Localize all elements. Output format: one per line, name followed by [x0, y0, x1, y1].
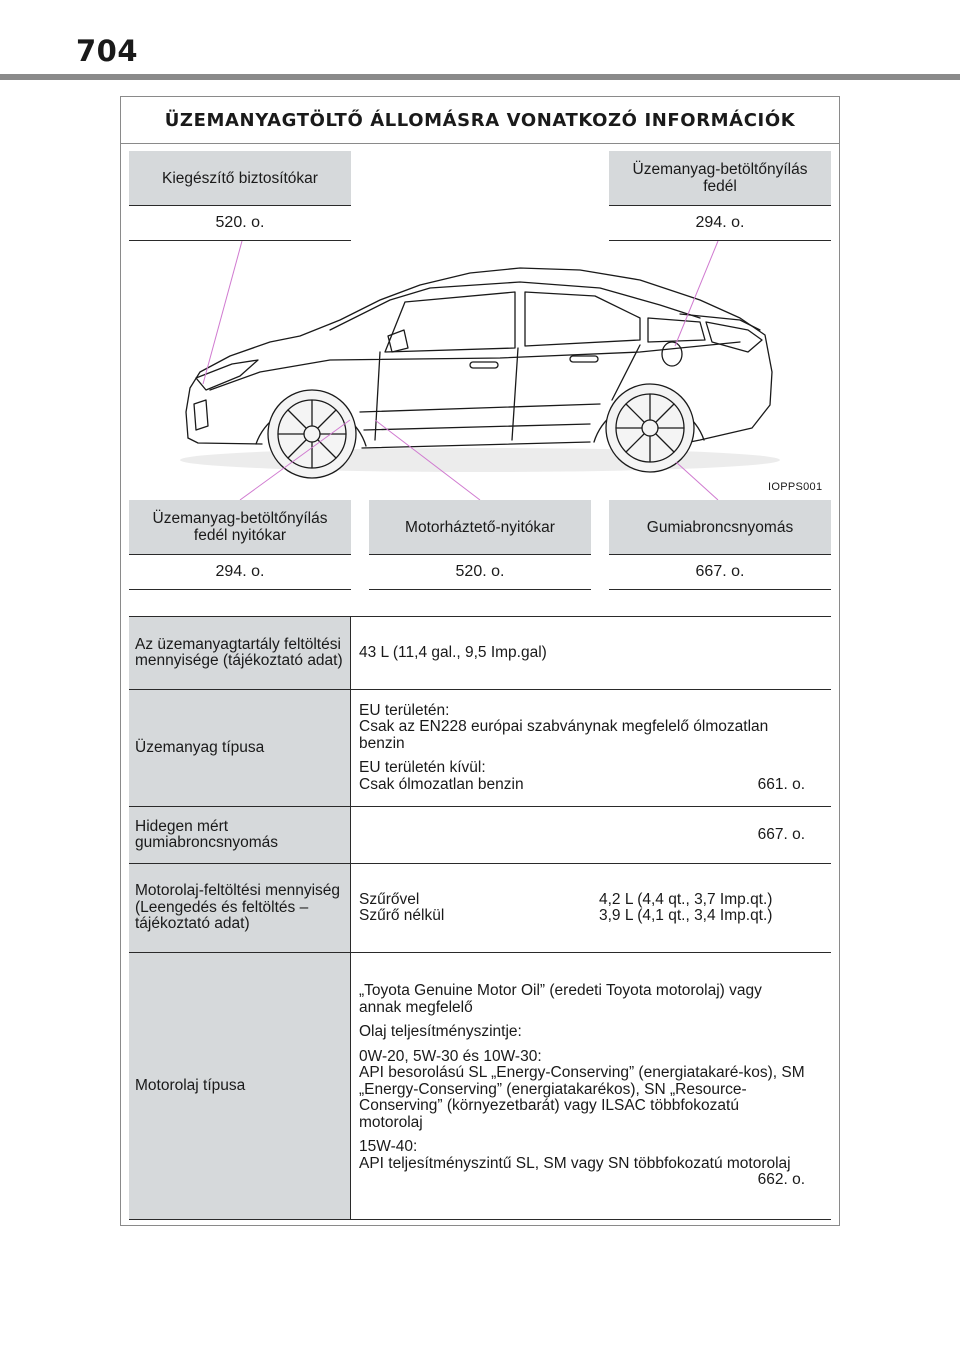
- oil-intro: „Toyota Genuine Motor Oil” (eredeti Toyota motorolaj) vagy annak megfelelő: [359, 982, 762, 1016]
- oil-viscosity-2-block: [359, 1139, 805, 1172]
- oil-viscosity-2-text: API teljesítményszintű SL, SM vagy SN többfokozatú motorolaj: [359, 1154, 791, 1172]
- oil-viscosity-1-block: [359, 1049, 805, 1132]
- callout-aux-catch: [129, 151, 351, 241]
- oil-viscosity-1-text: API besorolású SL „Energy-Conserving” (energiatakaré-kos), SM „Energy-Conserving” (energiatakarékos), SN „Resource-Conserving” (környezetbarát) vagy ILSAC többfokozatú motorolaj: [359, 1064, 805, 1131]
- oil-viscosity-2: 15W-40:: [359, 1138, 418, 1156]
- spec-row-fuel-type: [129, 690, 831, 807]
- oil-with-filter-value: 4,2 L (4,4 qt., 3,7 Imp.qt.): [599, 890, 773, 908]
- callout-label: Gumiabroncsnyomás: [609, 500, 831, 555]
- oil-without-filter: [359, 908, 805, 925]
- callout-fuel-door: [609, 151, 831, 241]
- oil-without-filter-label: Szűrő nélkül: [359, 907, 445, 924]
- tank-capacity-value: 43 L (11,4 gal., 9,5 Imp.gal): [359, 643, 547, 661]
- oil-with-filter-label: Szűrővel: [359, 890, 420, 908]
- spec-row-oil-capacity: [129, 864, 831, 953]
- fuel-non-eu-block: [359, 760, 805, 793]
- image-code: IOPPS001: [768, 481, 823, 493]
- callout-label: Üzemanyag-betöltőnyílás fedél: [609, 151, 831, 206]
- spec-value: [350, 864, 831, 952]
- fuel-non-eu-heading: EU területén kívül:: [359, 759, 486, 777]
- spec-label: Motorolaj-feltöltési mennyiség (Leengedés és feltöltés – tájékoztató adat): [129, 864, 350, 952]
- fuel-eu-text: Csak az EN228 európai szabványnak megfelelő ólmozatlan benzin: [359, 718, 769, 752]
- callout-ref: 667. o.: [609, 555, 831, 590]
- callout-label: Üzemanyag-betöltőnyílás fedél nyitókar: [129, 500, 351, 555]
- spec-value: [350, 953, 831, 1219]
- car-drawing: [180, 268, 780, 478]
- fuel-eu-block: [359, 703, 805, 753]
- oil-without-filter-value: 3,9 L (4,1 qt., 3,4 Imp.qt.): [599, 907, 773, 924]
- front-wheel: [268, 390, 356, 478]
- page-number: 704: [76, 34, 139, 68]
- callout-ref: 294. o.: [609, 206, 831, 241]
- callout-hood-lever: [369, 500, 591, 590]
- fuel-type-ref: 661. o.: [757, 775, 805, 793]
- callout-label: Motorháztető-nyitókar: [369, 500, 591, 555]
- fuel-non-eu-text: Csak ólmozatlan benzin: [359, 775, 524, 793]
- spec-value: [350, 690, 831, 806]
- spec-row-cold-tire-pressure: [129, 807, 831, 864]
- callout-ref: 520. o.: [129, 206, 351, 241]
- oil-type-ref: 662. o.: [757, 1171, 805, 1189]
- callout-ref: 520. o.: [369, 555, 591, 590]
- rear-wheel: [606, 384, 694, 472]
- cold-tire-pressure-ref: 667. o.: [757, 825, 805, 843]
- callout-fuel-door-opener: [129, 500, 351, 590]
- callout-tire-pressure: [609, 500, 831, 590]
- oil-viscosity-1: 0W-20, 5W-30 és 10W-30:: [359, 1047, 542, 1065]
- spec-value: [350, 617, 831, 689]
- oil-with-filter: [359, 892, 805, 909]
- section-title: ÜZEMANYAGTÖLTŐ ÁLLOMÁSRA VONATKOZÓ INFORMÁCIÓK: [121, 97, 839, 144]
- spec-row-tank-capacity: [129, 617, 831, 690]
- fuel-eu-heading: EU területén:: [359, 701, 450, 719]
- spec-table: [129, 616, 831, 1220]
- spec-label: Üzemanyag típusa: [129, 690, 350, 806]
- callout-label: Kiegészítő biztosítókar: [129, 151, 351, 206]
- spec-row-oil-type: [129, 953, 831, 1220]
- oil-grade-heading: Olaj teljesítményszintje:: [359, 1023, 522, 1041]
- spec-value: [350, 807, 831, 863]
- spec-label: Motorolaj típusa: [129, 953, 350, 1219]
- callout-ref: 294. o.: [129, 555, 351, 590]
- spec-label: Hidegen mért gumiabroncsnyomás: [129, 807, 350, 863]
- spec-label: Az üzemanyagtartály feltöltési mennyisége (tájékoztató adat): [129, 617, 350, 689]
